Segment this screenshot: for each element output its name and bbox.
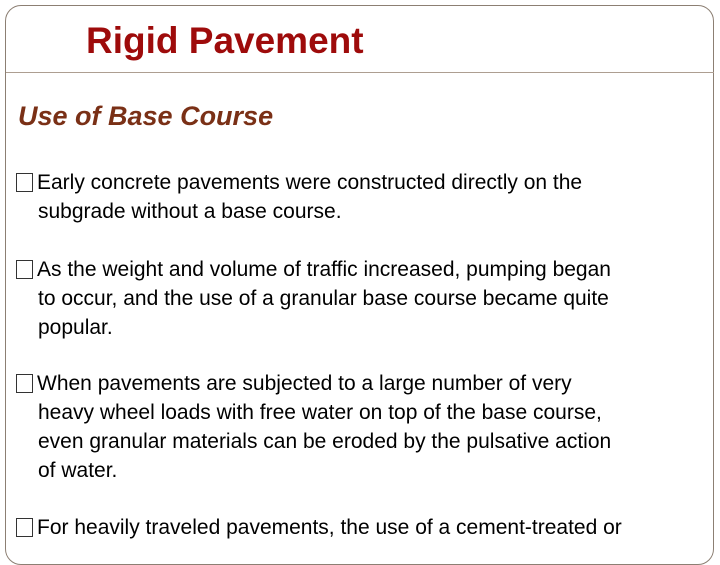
bullet-item [16, 255, 716, 342]
bullet-line [16, 369, 716, 398]
bullet-line: of water. [38, 459, 118, 482]
slide-title: Rigid Pavement [86, 20, 364, 61]
bullet-box-icon [16, 173, 33, 192]
bullet-line [16, 168, 716, 197]
bullet-text: When pavements are subjected to a large number of very [37, 372, 572, 395]
bullet-item [16, 168, 716, 226]
bullet-line: heavy wheel loads with free water on top of the base course, [38, 401, 602, 424]
slide-subtitle: Use of Base Course [18, 101, 274, 131]
bullet-box-icon [16, 260, 33, 279]
bullet-text: Early concrete pavements were constructed directly on the [37, 171, 583, 194]
bullet-item [16, 513, 716, 542]
bullet-item [16, 369, 716, 485]
bullet-text: For heavily traveled pavements, the use of a cement-treated or [37, 516, 622, 539]
bullet-line [16, 255, 716, 284]
bullet-box-icon [16, 518, 33, 537]
bullet-text: As the weight and volume of traffic increased, pumping began [37, 258, 611, 281]
bullet-line: popular. [38, 316, 113, 339]
bullet-line [16, 513, 716, 542]
bullet-line: to occur, and the use of a granular base course became quite [38, 287, 609, 310]
title-divider [6, 72, 714, 73]
bullet-box-icon [16, 374, 33, 393]
bullet-line: subgrade without a base course. [38, 200, 342, 223]
bullet-line: even granular materials can be eroded by the pulsative action [38, 430, 612, 453]
